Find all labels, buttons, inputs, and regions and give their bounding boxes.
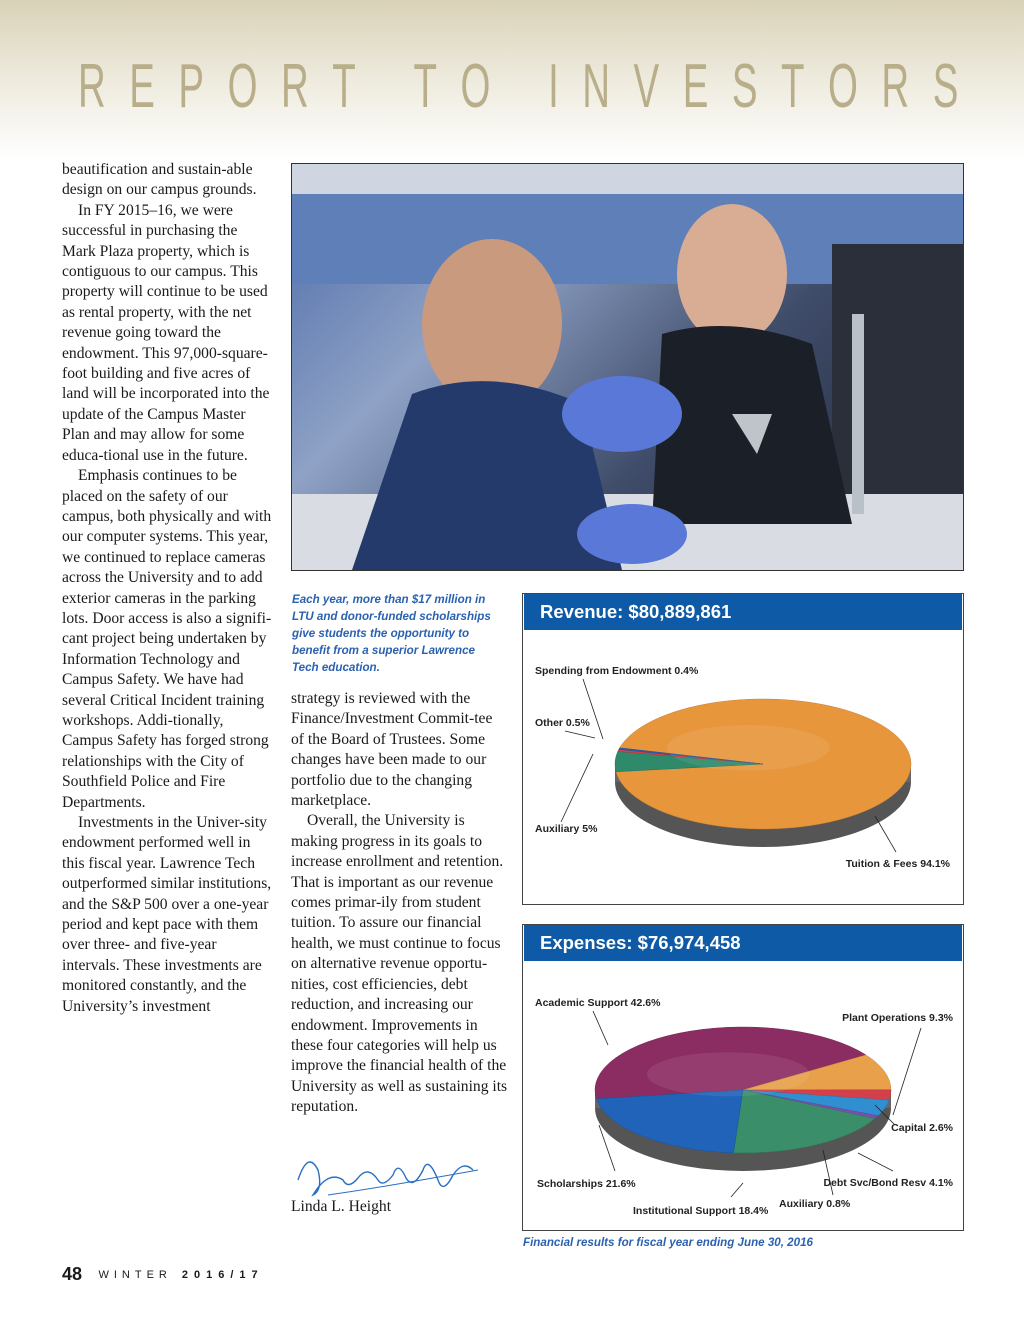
slice-label: Spending from Endowment 0.4% [535, 665, 699, 677]
chart-title: Revenue: $80,889,861 [524, 594, 962, 630]
masthead-letter [514, 52, 525, 122]
leader-line [731, 1183, 743, 1197]
masthead-letter: R [881, 52, 910, 121]
masthead-letter: O [227, 52, 258, 121]
masthead-letter: S [731, 52, 758, 121]
masthead-letter: T [781, 52, 805, 121]
masthead-letter: N [582, 52, 611, 121]
leader-line [565, 731, 595, 738]
issue-year: 2016/17 [181, 1268, 264, 1281]
issue-season: WINTER [98, 1268, 172, 1281]
leader-line [893, 1028, 921, 1115]
masthead-letter: P [178, 52, 205, 121]
paragraph: In FY 2015–16, we were successful in purchasing the Mark Plaza property, which is contiguous to our campus. This property will continue to be used as rental property, with the net revenue going toward the endowment. This 97,000-square-foot building and five acres of land will be incorporated into the update of the Campus Master Plan and may allow for some educa-tional use in the future. [62, 201, 270, 464]
paragraph: Investments in the Univer-sity endowment performed well in this fiscal year. Lawrence Tech outperformed similar institutions, and the S&P 500 over a one-year period and kept pace with them over three- and five-year intervals. These investments are monitored constantly, and the University’s investment [62, 814, 272, 1015]
page-footer [62, 1264, 264, 1285]
masthead-letter [379, 52, 390, 122]
paragraph: beautification and sustain-able design on our campus grounds. [62, 161, 257, 199]
paragraph: Emphasis continues to be placed on the safety of our campus, both physically and with our computer systems. This year, we continued to replace cameras across the University and to add exterior cameras in the parking lots. Door access is also a signifi-cant project being undertaken by Information Technology and Campus Safety. We have had several Critical Incident training workshops. Addi-tionally, Campus Safety has forged strong relationships with the City of Southfield Police and Fire Departments. [62, 467, 272, 811]
leader-line [875, 816, 896, 852]
slice-label: Other 0.5% [535, 717, 590, 729]
chart-title: Expenses: $76,974,458 [524, 925, 962, 961]
photo-caption: Each year, more than $17 million in LTU and donor-funded scholarships give students the opportunity to benefit from a superior Lawrence Tech education. [292, 593, 491, 674]
masthead [78, 52, 958, 122]
slice-label: Tuition & Fees 94.1% [845, 858, 950, 870]
revenue-chart [522, 593, 964, 905]
slice-label: Plant Operations 9.3% [842, 1012, 953, 1024]
slice-label: Debt Svc/Bond Resv 4.1% [823, 1177, 953, 1189]
masthead-letter: E [682, 52, 709, 121]
masthead-letter: O [460, 52, 491, 121]
masthead-letter: R [281, 52, 309, 121]
masthead-letter: T [332, 52, 356, 121]
leader-line [593, 1011, 608, 1045]
slice-label: Academic Support 42.6% [535, 997, 661, 1009]
masthead-letter: V [633, 52, 660, 121]
masthead-letter: E [129, 52, 155, 121]
slice-label: Institutional Support 18.4% [633, 1205, 769, 1217]
masthead-letter: R [78, 52, 106, 121]
slice-label: Auxiliary 5% [535, 823, 598, 835]
masthead-letter: O [828, 52, 858, 121]
paragraph: Overall, the University is making progress in its goals to increase enrollment and retention. That is important as our revenue comes primar-ily from student tuition. To assure our financial health, we must continue to focus on alternative revenue opportu-nities, cost efficiencies, debt reduction, and increasing our endowment. Improvements in these four categories will help us improve the financial health of the University as well as sustaining its reputation. [291, 812, 508, 1116]
leader-line [561, 754, 593, 822]
leader-line [858, 1153, 893, 1171]
paragraph: strategy is reviewed with the Finance/Investment Commit-tee of the Board of Trustees. Some changes have been made to our portfolio due to the changing marketplace. [291, 690, 493, 810]
middle-column [291, 689, 509, 1118]
pie-highlight [667, 725, 830, 771]
lab-photo [291, 163, 964, 571]
expenses-pie [523, 925, 963, 1230]
pie-slice [596, 1090, 743, 1153]
issue-label [98, 1269, 263, 1281]
pie-highlight [647, 1052, 810, 1096]
slice-label: Auxiliary 0.8% [779, 1198, 851, 1210]
page-number: 48 [62, 1264, 83, 1284]
leader-line [583, 679, 603, 739]
chart-footnote: Financial results for fiscal year ending June 30, 2016 [523, 1236, 813, 1249]
slice-label: Scholarships 21.6% [537, 1178, 636, 1190]
expenses-chart [522, 924, 964, 1231]
masthead-letter: T [413, 52, 437, 121]
masthead-letter: I [548, 52, 559, 121]
signer-name: Linda L. Height [291, 1198, 392, 1215]
revenue-pie [523, 594, 963, 904]
left-column [62, 160, 274, 1017]
masthead-letter: S [932, 52, 959, 121]
slice-label: Capital 2.6% [891, 1122, 953, 1134]
